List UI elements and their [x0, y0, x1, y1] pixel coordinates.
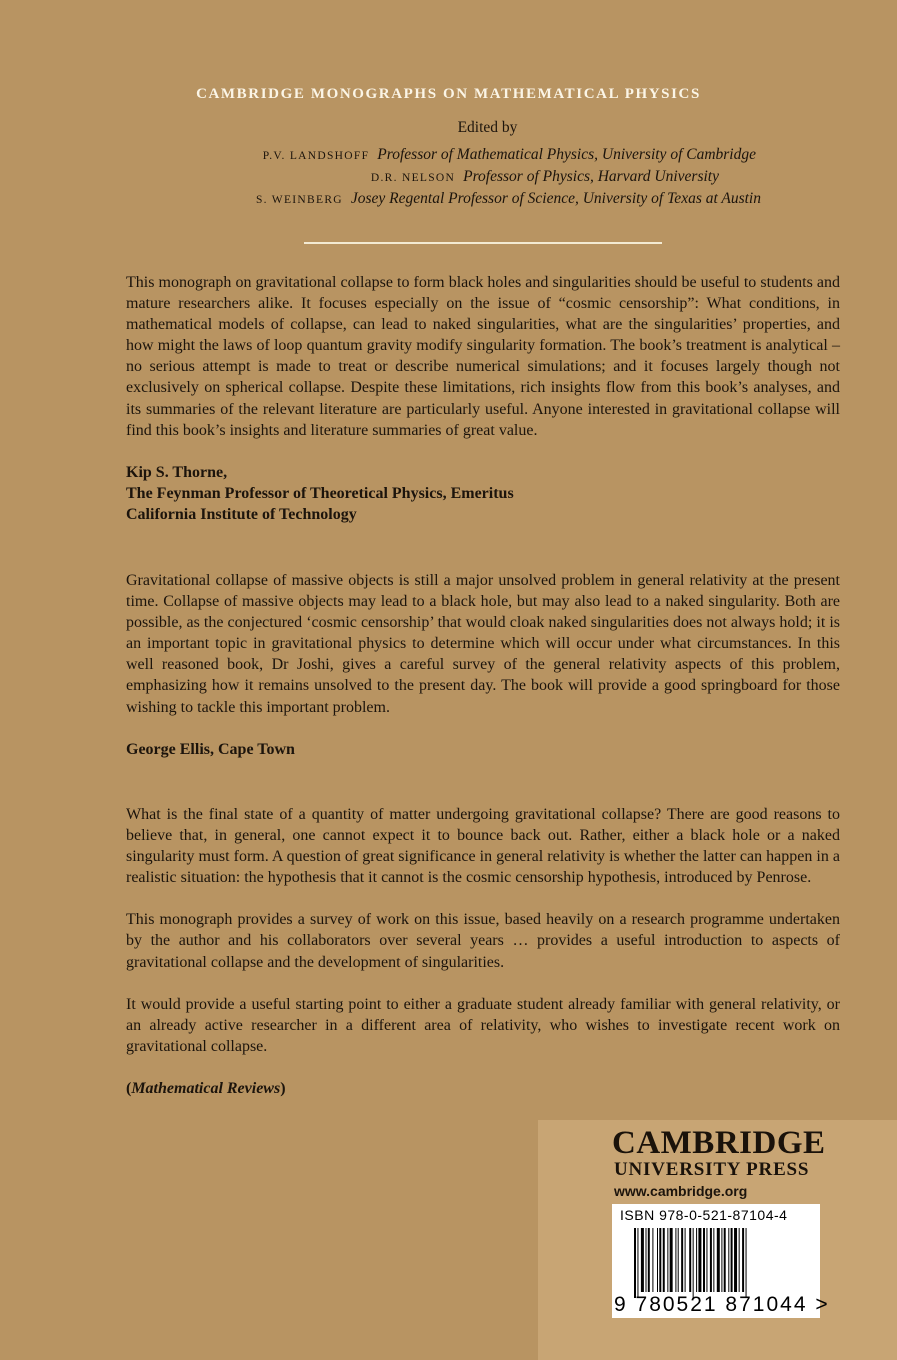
publisher-website: www.cambridge.org	[614, 1183, 748, 1199]
divider-rule	[304, 242, 662, 244]
editor-affiliation: Professor of Physics, Harvard University	[463, 168, 719, 185]
review-math-reviews	[126, 804, 840, 1099]
review-ellis	[126, 570, 840, 760]
barcode-bar	[659, 1228, 661, 1292]
barcode-bar	[667, 1228, 668, 1292]
barcode-bar	[637, 1228, 638, 1298]
barcode-bar	[646, 1228, 647, 1292]
barcode-bar	[696, 1228, 697, 1292]
signature-title: The Feynman Professor of Theoretical Physics, Emeritus	[126, 484, 514, 502]
barcode-bar	[685, 1228, 686, 1292]
editor-affiliation: Professor of Mathematical Physics, University of Cambridge	[377, 146, 756, 163]
signature-name: Kip S. Thorne,	[126, 463, 228, 481]
source-name: Mathematical Reviews	[131, 1079, 281, 1097]
barcode-bar	[731, 1228, 733, 1292]
barcode-bar	[678, 1228, 679, 1292]
barcode-bar	[724, 1228, 726, 1292]
isbn-barcode	[612, 1204, 830, 1318]
barcode-bar	[698, 1228, 701, 1292]
review-paragraph: It would provide a useful starting point to either a graduate student already familiar with general relativity, or an already active researcher in a different area of relativity, who wishes to investigate recent work on gravitational collapse.	[126, 995, 840, 1055]
editor-name: S. WEINBERG	[255, 194, 343, 206]
barcode-bar	[663, 1228, 665, 1292]
editors-list	[0, 144, 897, 210]
review-text: Gravitational collapse of massive objects is still a major unsolved problem in general relativity at the present time. Collapse of massive objects may lead to a black hole, but may also lead to a naked singularity. Both are possible, as the conjectured ‘cosmic censorship’ that would cloak naked singularities does not always hold; it is an important topic in gravitational physics to determine which will occur under what circumstances. In this well reasoned book, Dr Joshi, gives a careful survey of the general relativity aspects of this problem, emphasizing how it remains unsolved to the present day. The book will provide a good springboard for those wishing to tackle this important problem.	[126, 572, 840, 716]
barcode-bar	[648, 1228, 650, 1292]
review-text: This monograph on gravitational collapse to form black holes and singularities should be useful to students and mature researchers alike. It focuses especially on the issue of “cosmic censorship”: What conditions, in mathematical models of collapse, can lead to naked singularities, what are the singularities’ properties, and how might the laws of loop quantum gravity modify singularity formation. The book’s treatment is analytical – no serious attempt is made to treat or describe numerical simulations; and it focuses largely though not exclusively on spherical collapse. Despite these limitations, rich insights flow from this book’s analyses, and its summaries of the relevant literature are particularly useful. Anyone interested in gravitational collapse will find this book’s insights and literature summaries of great value.	[126, 274, 840, 439]
editor-nelson	[0, 166, 897, 188]
barcode-bar	[746, 1228, 747, 1298]
barcode-bar	[721, 1228, 722, 1292]
barcode-bar	[675, 1228, 676, 1292]
barcode-bar	[717, 1228, 720, 1292]
isbn-label: ISBN 978-0-521-87104-4	[620, 1207, 788, 1223]
barcode-bar	[728, 1228, 729, 1292]
review-paragraph: This monograph provides a survey of work on this issue, based heavily on a research programme undertaken by the author and his collaborators over several years … provides a useful introduction to aspects of gravitational collapse and the development of singularities.	[126, 911, 840, 971]
review-source: (Mathematical Reviews)	[126, 1079, 286, 1097]
editor-name: P.V. LANDSHOFF	[262, 150, 370, 162]
review-thorne	[126, 272, 840, 525]
series-title: CAMBRIDGE MONOGRAPHS ON MATHEMATICAL PHYSICS	[196, 86, 701, 102]
editor-affiliation: Josey Regental Professor of Science, University of Texas at Austin	[350, 190, 761, 207]
barcode-digits: 9 780521 871044 >	[614, 1293, 830, 1316]
barcode-bar	[689, 1228, 691, 1292]
barcode-bar	[742, 1228, 744, 1292]
barcode-bar	[641, 1228, 644, 1292]
barcode-bar	[693, 1228, 694, 1298]
barcode-bar	[706, 1228, 707, 1292]
barcode-bar	[652, 1228, 653, 1292]
review-signature: George Ellis, Cape Town	[126, 740, 295, 758]
editor-weinberg	[0, 188, 897, 210]
barcode-bar	[710, 1228, 712, 1292]
review-paragraph: What is the final state of a quantity of matter undergoing gravitational collapse? There are good reasons to believe that, in general, one cannot expect it to bounce back out. Rather, either a black hole or a naked singularity must form. A question of great significance in general relativity is whether the latter can happen in a realistic situation: the hypothesis that it cannot is the cosmic censorship hypothesis, introduced by Penrose.	[126, 806, 840, 887]
signature-institution: California Institute of Technology	[126, 505, 357, 523]
publisher-name: CAMBRIDGE	[612, 1125, 826, 1161]
edited-by-label: Edited by	[457, 119, 518, 136]
barcode-bar	[634, 1228, 636, 1298]
barcode-bar	[739, 1228, 740, 1292]
barcode-bar	[703, 1228, 705, 1292]
editor-name: D.R. NELSON	[370, 172, 456, 184]
publisher-press: UNIVERSITY PRESS	[614, 1159, 810, 1180]
barcode-bar	[681, 1228, 683, 1292]
barcode-bar	[657, 1228, 658, 1292]
barcode-bar	[670, 1228, 673, 1292]
review-signature	[126, 462, 840, 525]
barcode-bar	[734, 1228, 737, 1292]
barcode-bar	[713, 1228, 714, 1292]
editor-landshoff	[0, 144, 897, 166]
